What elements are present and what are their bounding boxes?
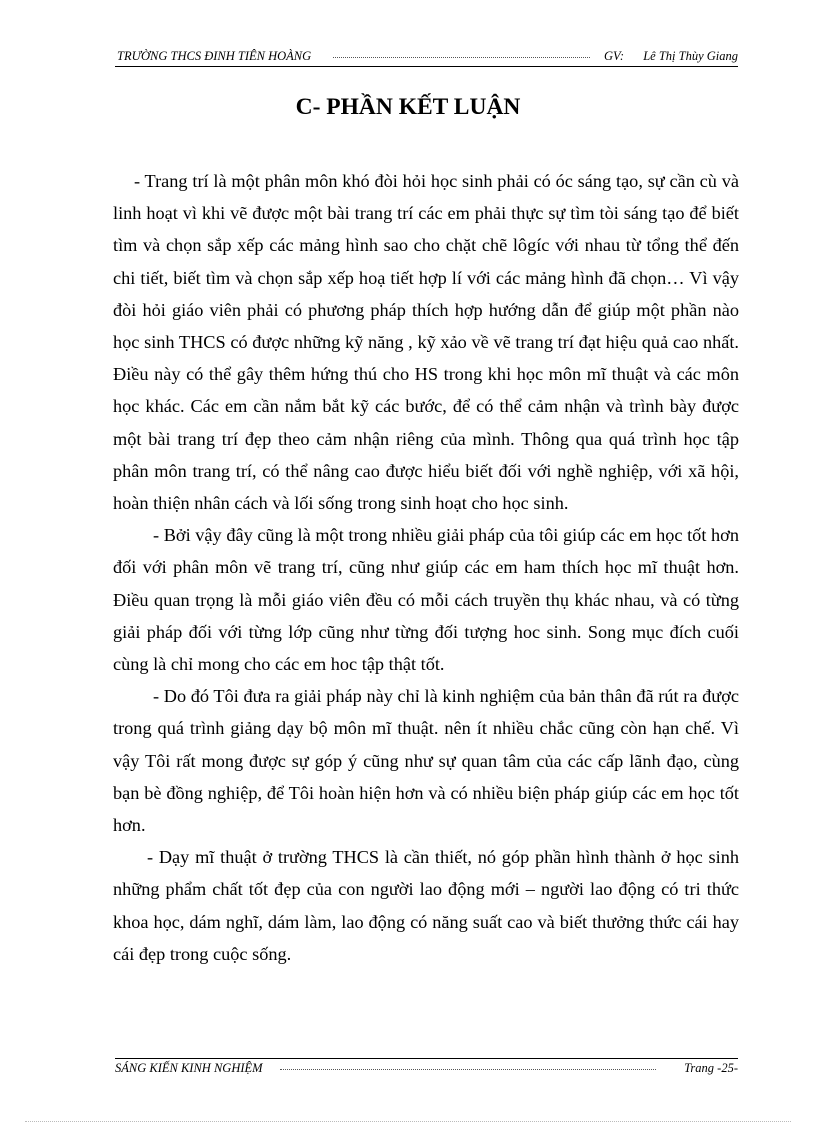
header-school: TRƯỜNG THCS ĐINH TIÊN HOÀNG (117, 49, 312, 63)
paragraph-2: - Bởi vậy đây cũng là một trong nhiều giải pháp của tôi giúp các em học tốt hơn đối với phân môn vẽ trang trí, cũng như giúp các em ham thích học mĩ thuật hơn. Điều quan trọng là mỗi giáo viên đều có mỗi cách truyền thụ khác nhau, và có từng giải pháp đối với từng lớp cũng như từng đối tượng hoc sinh. Song mục đích cuối cùng là chỉ mong cho các em hoc tập thật tốt. (113, 525, 739, 675)
footer-dot-leader (280, 1069, 656, 1070)
paragraph-1: - Trang trí là một phân môn khó đòi hỏi học sinh phải có óc sáng tạo, sự cần cù và linh hoạt vì khi vẽ được một bài trang trí các em phải thực sự tìm tòi sáng tạo để biết tìm và chọn sắp xếp các mảng hình sao cho chặt chẽ lôgíc với nhau từ tổng thể đến chi tiết, biết tìm và chọn sắp xếp hoạ tiết hợp lí với các mảng hình đã chọn… Vì vậy đòi hỏi giáo viên phải có phương pháp thích hợp hướng dẫn để giúp một phần nào học sinh THCS có được những kỹ năng , kỹ xảo về vẽ trang trí đạt hiệu quả cao nhất. Điều này có thể gây thêm hứng thú cho HS trong khi học môn mĩ thuật và các môn học khác. Các em cần nắm bắt kỹ các bước, để có thể cảm nhận và trình bày được một bài trang trí đẹp theo cảm nhận riêng của mình. Thông qua quá trình học tập phân môn trang trí, có thể nâng cao được hiểu biết đối với nghề nghiệp, với xã hội, hoàn thiện nhân cách và lối sống trong sinh hoạt cho học sinh. (113, 171, 739, 514)
paragraph-3: - Do đó Tôi đưa ra giải pháp này chỉ là kinh nghiệm của bản thân đã rút ra được trong quá trình giảng dạy bộ môn mĩ thuật. nên ít nhiều chắc cũng còn hạn chế. Vì vậy Tôi rất mong được sự góp ý cũng như sự quan tâm của các cấp lãnh đạo, cùng bạn bè đồng nghiệp, để Tôi hoàn hiện hơn và có nhiều biện pháp giúp các em học tốt hơn. (113, 686, 739, 836)
header-teacher: Lê Thị Thùy Giang (643, 49, 738, 63)
page-footer (115, 1058, 738, 1077)
page-header (115, 48, 738, 67)
document-body (113, 165, 739, 970)
paragraph-4: - Dạy mĩ thuật ở trường THCS là cần thiết, nó góp phần hình thành ở học sinh những phẩm chất tốt đẹp của con người lao động mới – người lao động có tri thức khoa học, dám nghĩ, dám làm, lao động có năng suất cao và biết thưởng thức cái hay cái đẹp trong cuộc sống. (113, 847, 739, 964)
footer-label: SÁNG KIẾN KINH NGHIỆM (115, 1061, 263, 1075)
page-bottom-edge (25, 1121, 791, 1122)
header-gv-label: GV: (603, 49, 624, 63)
section-title: C- PHẦN KẾT LUẬN (295, 94, 521, 120)
header-dot-leader (333, 57, 590, 58)
footer-page-number: Trang -25- (684, 1061, 738, 1075)
